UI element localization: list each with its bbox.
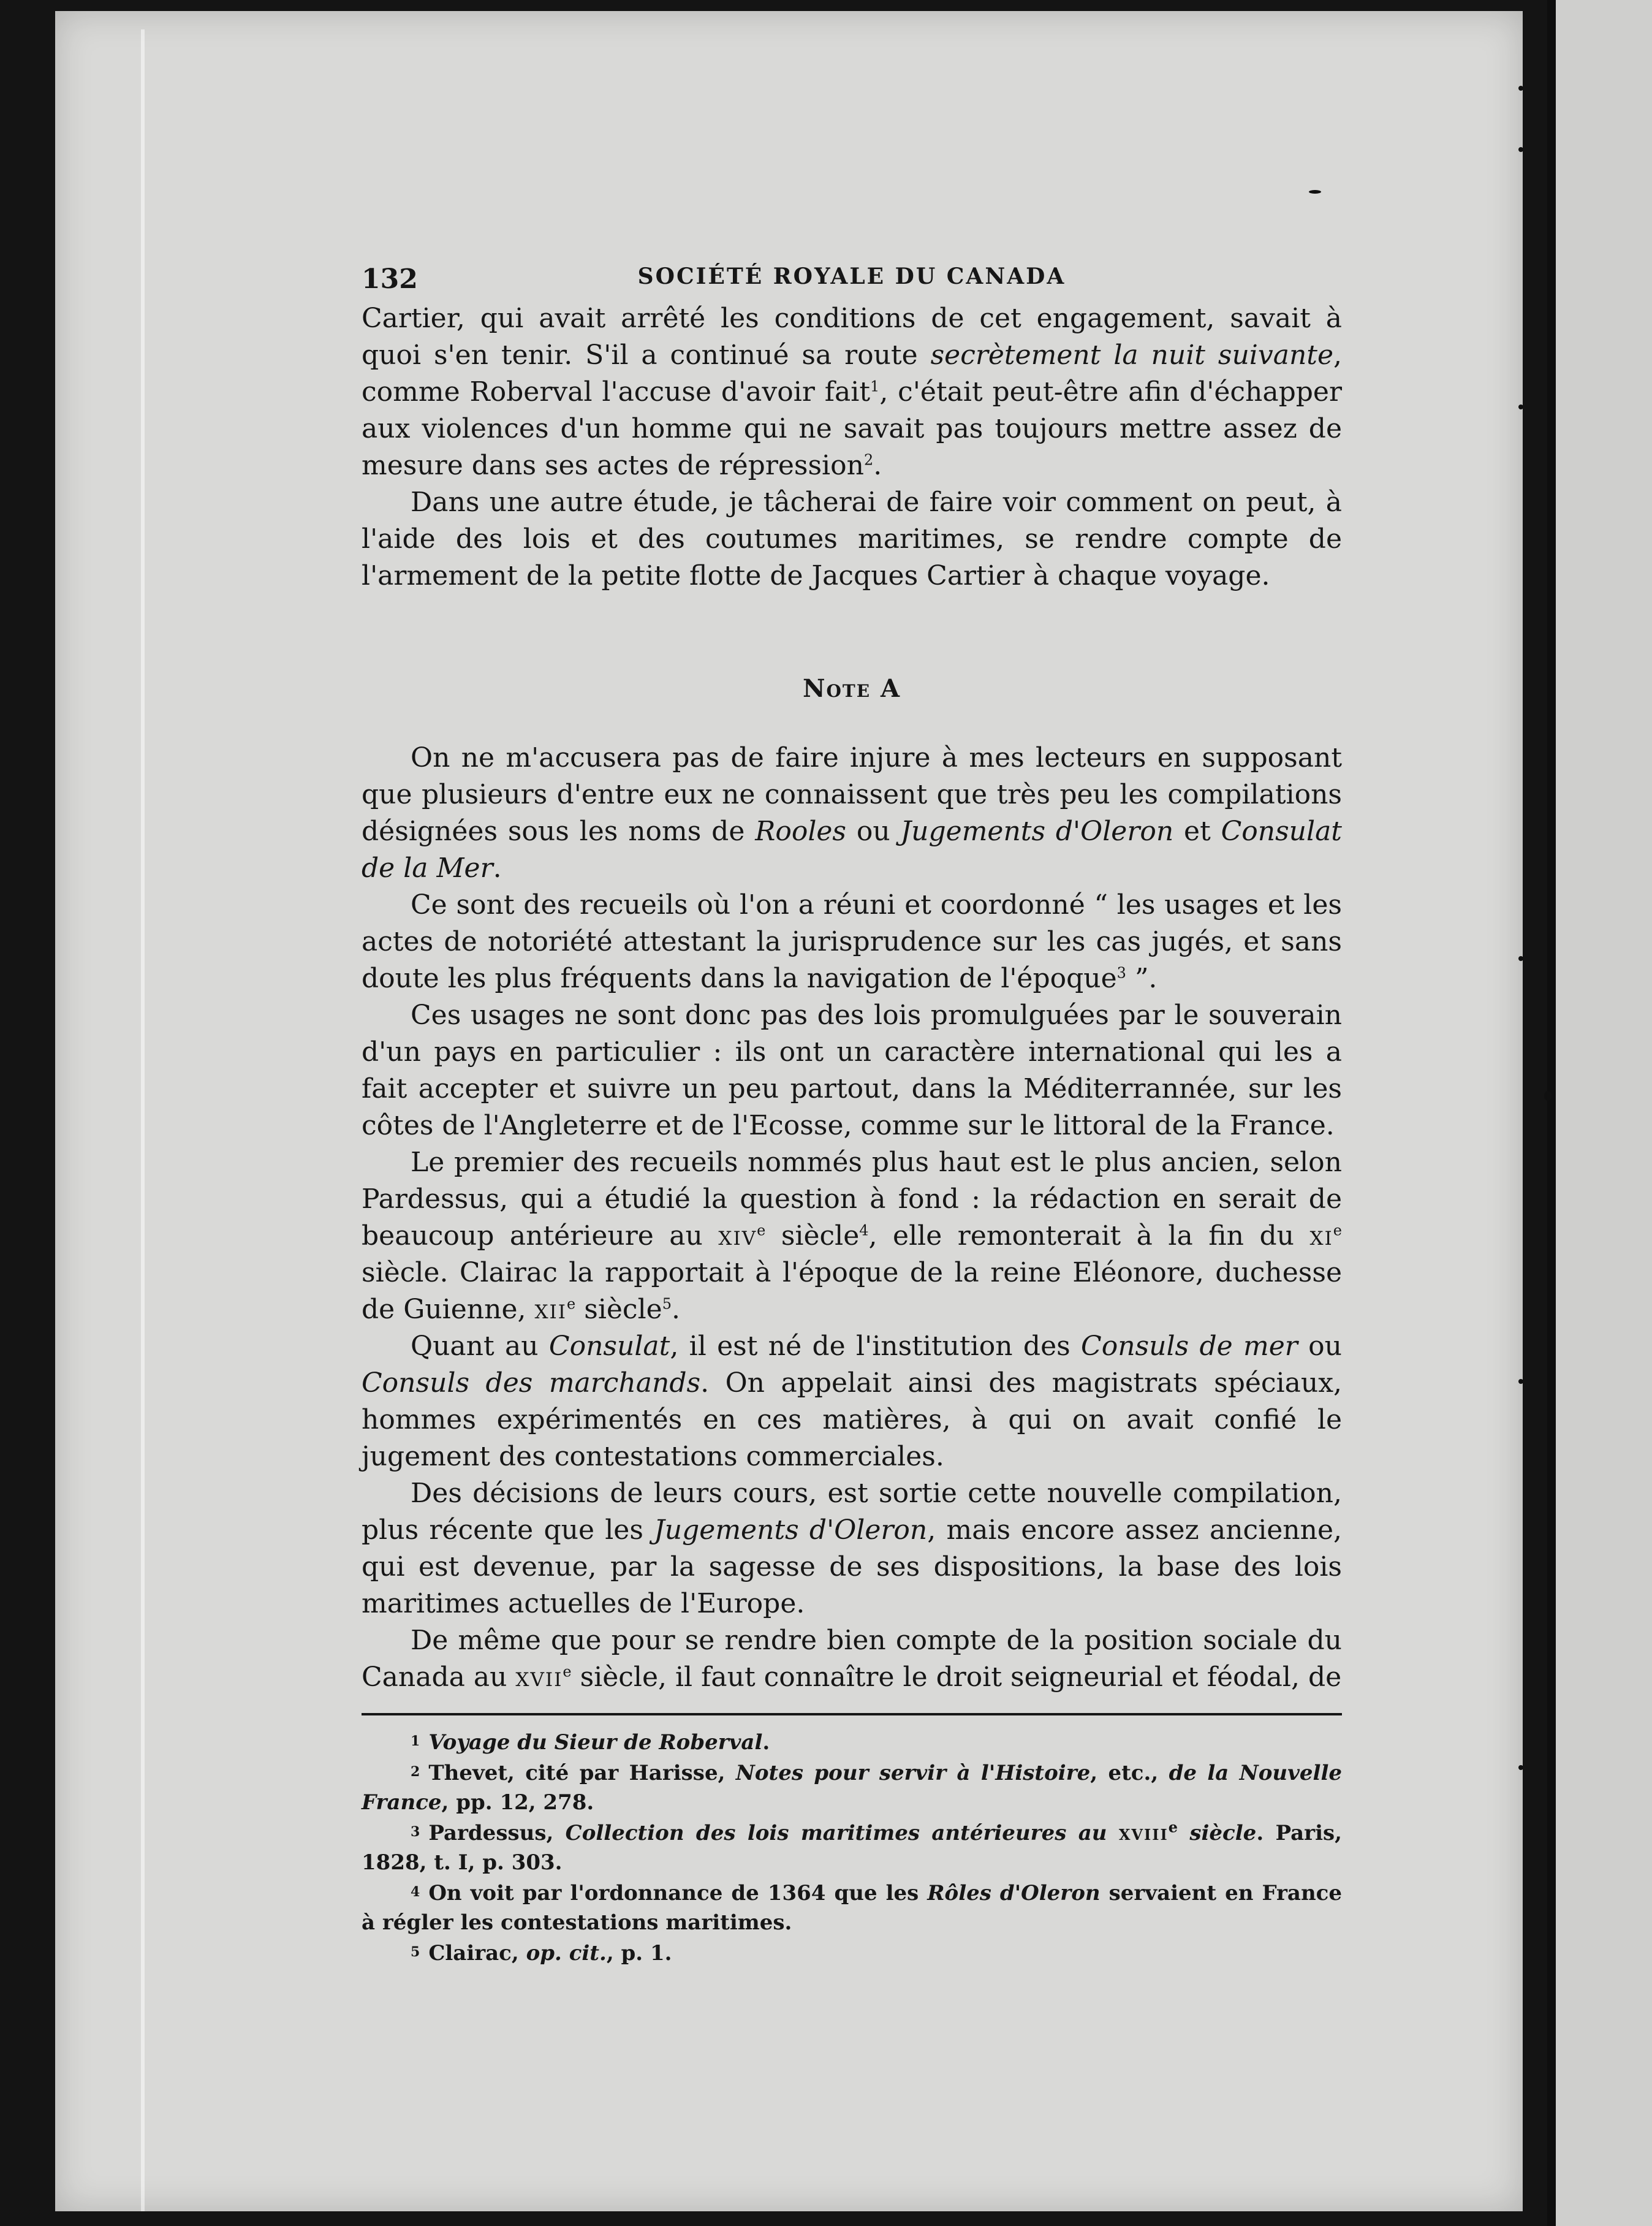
footnote-1: 1 Voyage du Sieur de Roberval.: [411, 1730, 770, 1755]
dust-speck: [1518, 147, 1523, 152]
footnote-separator: [362, 1713, 1342, 1715]
paragraph-4: Ce sont des recueils où l'on a réuni et coordonné “ les usages et les actes de notoriété attestant la jurisprudence sur les cas jugés, et sans doute les plus fréquents dans la navigation de l'époque$^3$ ”.: [362, 889, 1342, 994]
footnote-4: 4 On voit par l'ordonnance de 1364 que les Rôles d'Oleron servaient en France à régler les contestations maritimes.: [362, 1881, 1342, 1935]
dust-speck: [1518, 1379, 1523, 1384]
dust-speck: [1518, 1765, 1523, 1770]
note-title: Note A: [802, 674, 901, 703]
footnote-ref-1: 1: [870, 378, 880, 395]
footnote-2: 2 Thevet, cité par Harisse, Notes pour servir à l'Histoire, etc., de la Nouvelle France, pp. 12, 278.: [362, 1761, 1342, 1815]
footnote-3: 3 Pardessus, Collection des lois maritimes antérieures au xviii$^e$ siècle. Paris, 1828, t. I, p. 303.: [362, 1818, 1342, 1875]
footnote-5: 5 Clairac, op. cit., p. 1.: [411, 1941, 672, 1966]
dust-speck: [1309, 190, 1321, 194]
paragraph-3: On ne m'accusera pas de faire injure à mes lecteurs en supposant que plusieurs d'entre eux ne connaissent que très peu les compilations désignées sous les noms de Rooles ou Jugements d'Oleron et Consulat de la Mer.: [362, 742, 1342, 884]
footnote-ref-5: 5: [662, 1295, 672, 1313]
running-head: SOCIÉTÉ ROYALE DU CANADA: [637, 264, 1066, 289]
paragraph-8: Des décisions de leurs cours, est sortie cette nouvelle compilation, plus récente que les Jugements d'Oleron, mais encore assez ancienne, qui est devenue, par la sagesse de ses dispositions, la base des lois maritimes actuelles de l'Europe.: [362, 1478, 1343, 1619]
page-header: [362, 245, 1342, 300]
footnote-ref-2: 2: [863, 451, 874, 469]
adjacent-page-edge: [1547, 0, 1652, 2226]
page-number: 132: [362, 264, 418, 295]
footnote-ref-3: 3: [1116, 964, 1126, 982]
dust-speck: [1518, 405, 1523, 409]
text-block: [362, 245, 1342, 1968]
paragraph-7: Quant au Consulat, il est né de l'institution des Consuls de mer ou Consuls des marchands. On appelait ainsi des magistrats spéciaux, hommes expérimentés en ces matières, à qui on avait confié le jugement des contestations commerciales.: [362, 1331, 1342, 1472]
paragraph-1: Cartier, qui avait arrêté les conditions de cet engagement, savait à quoi s'en tenir. S'il a continué sa route secrètement la nuit suivante, comme Roberval l'accuse d'avoir fait$^1$, c'était peut-être afin d'échapper aux violences d'un homme qui ne savait pas toujours mettre assez de mesure dans ses actes de répression$^2$.: [362, 303, 1343, 481]
paragraph-9: De même que pour se rendre bien compte de la position sociale du Canada au xvii$^e$ siècle, il faut connaître le droit seigneurial et féodal, de: [362, 1625, 1342, 1693]
dust-speck: [1518, 86, 1523, 91]
paragraph-6: Le premier des recueils nommés plus haut est le plus ancien, selon Pardessus, qui a étudié la question à fond : la rédaction en serait de beaucoup antérieure au xiv$^e$ siècle$^4$, elle remonterait à la fin du $xi^e$ siècle. Clairac la rapportait à l'époque de la reine Eléonore, duchesse de Guienne, xii$^e$ siècle$^5$.: [362, 1147, 1342, 1325]
paragraph-5: Ces usages ne sont donc pas des lois promulguées par le souverain d'un pays en particulier : ils ont un caractère international qui les a fait accepter et suivre un peu partout, dans la Méditerrannée, sur les côtes de l'Angleterre et de l'Ecosse, comme sur le littoral de la France.: [362, 1000, 1342, 1141]
footnote-ref-4: 4: [859, 1221, 869, 1239]
dust-speck: [1544, 1091, 1552, 1101]
page-fold-line: [141, 29, 145, 2211]
paragraph-2: Dans une autre étude, je tâcherai de faire voir comment on peut, à l'aide des lois et des coutumes maritimes, se rendre compte de l'armement de la petite flotte de Jacques Cartier à chaque voyage.: [362, 487, 1342, 591]
dust-speck: [1518, 956, 1523, 961]
